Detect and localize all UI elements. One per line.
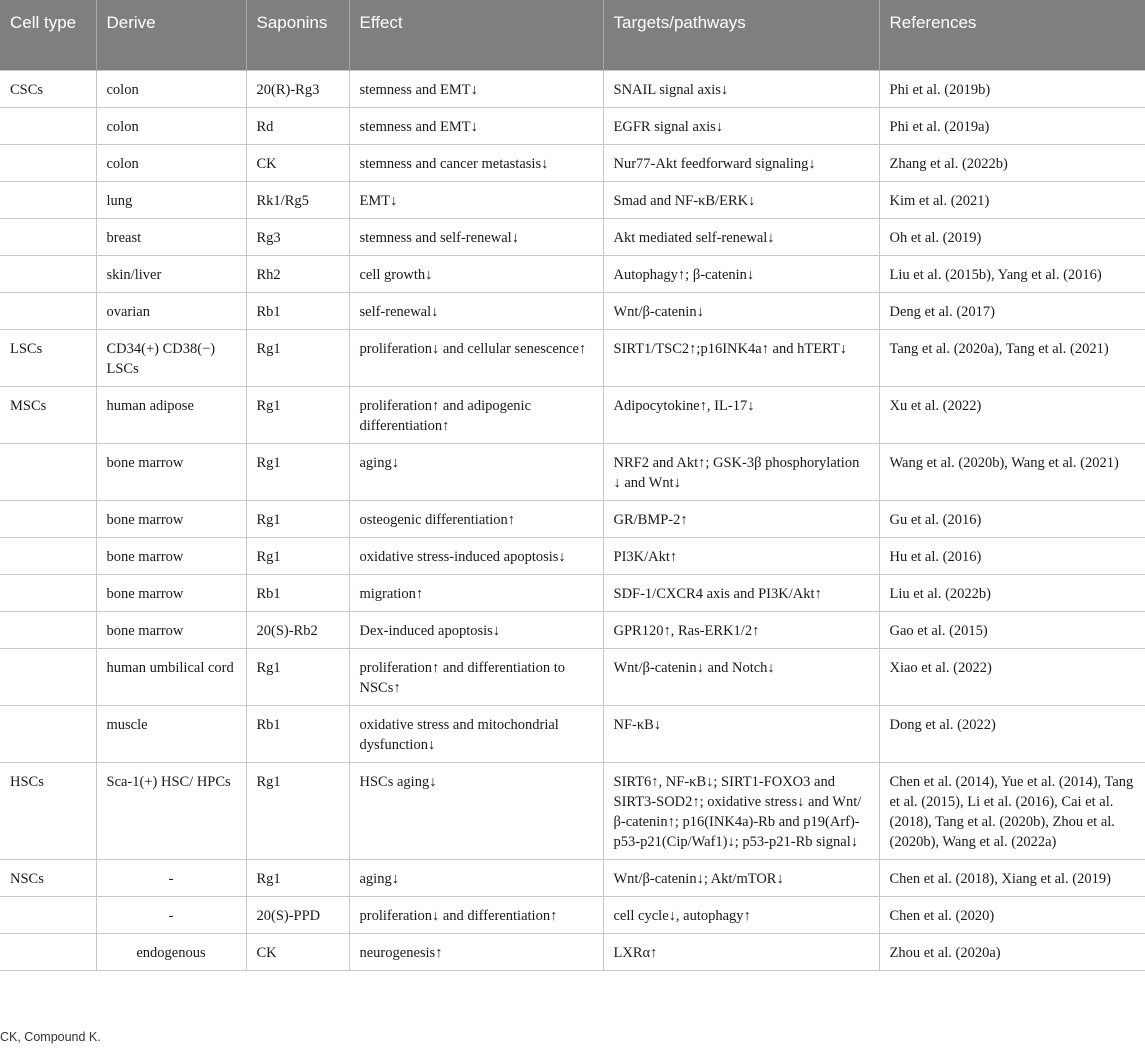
targets-cell: Smad and NF-κB/ERK↓ <box>603 182 879 219</box>
table-row <box>0 387 1145 444</box>
derive-cell: human umbilical cord <box>96 649 246 706</box>
cell-type-cell <box>0 145 96 182</box>
saponins-cell: Rg3 <box>246 219 349 256</box>
saponins-cell: 20(S)-Rb2 <box>246 612 349 649</box>
effect-cell: oxidative stress and mitochondrial dysfunction↓ <box>349 706 603 763</box>
saponins-cell: Rh2 <box>246 256 349 293</box>
cell-type-cell <box>0 219 96 256</box>
table-row <box>0 145 1145 182</box>
saponins-cell: Rg1 <box>246 387 349 444</box>
saponins-cell: Rg1 <box>246 763 349 860</box>
table-row <box>0 860 1145 897</box>
table-row <box>0 649 1145 706</box>
effect-cell: HSCs aging↓ <box>349 763 603 860</box>
references-cell: Chen et al. (2014), Yue et al. (2014), Tang et al. (2015), Li et al. (2016), Cai et al. (2018), Tang et al. (2020b), Zhou et al. (2020b), Wang et al. (2022a) <box>879 763 1145 860</box>
effect-cell: stemness and cancer metastasis↓ <box>349 145 603 182</box>
header-cell-type: Cell type <box>0 0 96 71</box>
effect-cell: stemness and EMT↓ <box>349 71 603 108</box>
saponins-cell: CK <box>246 145 349 182</box>
table-row <box>0 501 1145 538</box>
derive-cell: bone marrow <box>96 444 246 501</box>
saponins-cell: 20(S)-PPD <box>246 897 349 934</box>
cell-type-cell <box>0 501 96 538</box>
saponins-cell: Rg1 <box>246 330 349 387</box>
derive-cell: colon <box>96 145 246 182</box>
derive-cell: colon <box>96 108 246 145</box>
targets-cell: NRF2 and Akt↑; GSK-3β phosphorylation ↓ and Wnt↓ <box>603 444 879 501</box>
table-row <box>0 219 1145 256</box>
targets-cell: Nur77-Akt feedforward signaling↓ <box>603 145 879 182</box>
cell-type-cell <box>0 649 96 706</box>
derive-cell: human adipose <box>96 387 246 444</box>
cell-type-cell <box>0 256 96 293</box>
targets-cell: EGFR signal axis↓ <box>603 108 879 145</box>
table-row <box>0 575 1145 612</box>
derive-cell: bone marrow <box>96 575 246 612</box>
references-cell: Wang et al. (2020b), Wang et al. (2021) <box>879 444 1145 501</box>
header-row <box>0 0 1145 71</box>
cell-type-cell <box>0 444 96 501</box>
saponins-cell: 20(R)-Rg3 <box>246 71 349 108</box>
table-row <box>0 293 1145 330</box>
targets-cell: Wnt/β-catenin↓ and Notch↓ <box>603 649 879 706</box>
table-row <box>0 897 1145 934</box>
derive-cell: colon <box>96 71 246 108</box>
effect-cell: neurogenesis↑ <box>349 934 603 971</box>
header-targets: Targets/pathways <box>603 0 879 71</box>
targets-cell: SNAIL signal axis↓ <box>603 71 879 108</box>
references-cell: Deng et al. (2017) <box>879 293 1145 330</box>
saponins-cell: Rg1 <box>246 444 349 501</box>
references-cell: Tang et al. (2020a), Tang et al. (2021) <box>879 330 1145 387</box>
references-cell: Dong et al. (2022) <box>879 706 1145 763</box>
references-cell: Chen et al. (2020) <box>879 897 1145 934</box>
effect-cell: stemness and self-renewal↓ <box>349 219 603 256</box>
derive-cell: breast <box>96 219 246 256</box>
references-cell: Liu et al. (2022b) <box>879 575 1145 612</box>
derive-cell: endogenous <box>96 934 246 971</box>
cell-type-cell: MSCs <box>0 387 96 444</box>
derive-cell: - <box>96 897 246 934</box>
targets-cell: NF-κB↓ <box>603 706 879 763</box>
derive-cell: ovarian <box>96 293 246 330</box>
effect-cell: self-renewal↓ <box>349 293 603 330</box>
targets-cell: LXRα↑ <box>603 934 879 971</box>
effect-cell: aging↓ <box>349 444 603 501</box>
derive-cell: - <box>96 860 246 897</box>
header-saponins: Saponins <box>246 0 349 71</box>
effect-cell: stemness and EMT↓ <box>349 108 603 145</box>
references-cell: Kim et al. (2021) <box>879 182 1145 219</box>
derive-cell: bone marrow <box>96 501 246 538</box>
header-derive: Derive <box>96 0 246 71</box>
effect-cell: Dex-induced apoptosis↓ <box>349 612 603 649</box>
cell-type-cell: CSCs <box>0 71 96 108</box>
table-row <box>0 256 1145 293</box>
cell-type-cell: LSCs <box>0 330 96 387</box>
derive-cell: muscle <box>96 706 246 763</box>
table-row <box>0 444 1145 501</box>
targets-cell: SIRT1/TSC2↑;p16INK4a↑ and hTERT↓ <box>603 330 879 387</box>
derive-cell: bone marrow <box>96 612 246 649</box>
saponins-cell: Rk1/Rg5 <box>246 182 349 219</box>
targets-cell: Akt mediated self-renewal↓ <box>603 219 879 256</box>
cell-type-cell <box>0 897 96 934</box>
cell-type-cell: HSCs <box>0 763 96 860</box>
table-row <box>0 108 1145 145</box>
derive-cell: bone marrow <box>96 538 246 575</box>
saponins-cell: Rd <box>246 108 349 145</box>
footnote: CK, Compound K. <box>0 1030 101 1044</box>
saponins-cell: Rg1 <box>246 860 349 897</box>
cell-type-cell: NSCs <box>0 860 96 897</box>
effect-cell: EMT↓ <box>349 182 603 219</box>
references-cell: Chen et al. (2018), Xiang et al. (2019) <box>879 860 1145 897</box>
references-cell: Hu et al. (2016) <box>879 538 1145 575</box>
table-row <box>0 330 1145 387</box>
effect-cell: aging↓ <box>349 860 603 897</box>
table-row <box>0 934 1145 971</box>
references-cell: Xiao et al. (2022) <box>879 649 1145 706</box>
saponins-cell: Rg1 <box>246 649 349 706</box>
references-cell: Phi et al. (2019b) <box>879 71 1145 108</box>
references-cell: Xu et al. (2022) <box>879 387 1145 444</box>
targets-cell: SIRT6↑, NF-κB↓; SIRT1-FOXO3 and SIRT3-SOD2↑; oxidative stress↓ and Wnt/β-catenin↑; p16(INK4a)-Rb and p19(Arf)-p53-p21(Cip/Waf1)↓; p53-p21-Rb signal↓ <box>603 763 879 860</box>
cell-type-cell <box>0 706 96 763</box>
cell-type-cell <box>0 612 96 649</box>
effect-cell: oxidative stress-induced apoptosis↓ <box>349 538 603 575</box>
references-cell: Oh et al. (2019) <box>879 219 1145 256</box>
saponins-cell: Rb1 <box>246 706 349 763</box>
saponins-cell: Rb1 <box>246 293 349 330</box>
table-row <box>0 182 1145 219</box>
effect-cell: cell growth↓ <box>349 256 603 293</box>
derive-cell: CD34(+) CD38(−) LSCs <box>96 330 246 387</box>
cell-type-cell <box>0 293 96 330</box>
effect-cell: proliferation↓ and differentiation↑ <box>349 897 603 934</box>
targets-cell: Autophagy↑; β-catenin↓ <box>603 256 879 293</box>
references-cell: Gao et al. (2015) <box>879 612 1145 649</box>
cell-type-cell <box>0 108 96 145</box>
cell-type-cell <box>0 182 96 219</box>
cell-type-cell <box>0 538 96 575</box>
references-cell: Liu et al. (2015b), Yang et al. (2016) <box>879 256 1145 293</box>
saponins-cell: Rb1 <box>246 575 349 612</box>
table-row <box>0 763 1145 860</box>
derive-cell: skin/liver <box>96 256 246 293</box>
effect-cell: migration↑ <box>349 575 603 612</box>
cell-type-cell <box>0 575 96 612</box>
effect-cell: osteogenic differentiation↑ <box>349 501 603 538</box>
saponins-cell: CK <box>246 934 349 971</box>
derive-cell: lung <box>96 182 246 219</box>
table-row <box>0 612 1145 649</box>
targets-cell: Adipocytokine↑, IL-17↓ <box>603 387 879 444</box>
saponins-cell: Rg1 <box>246 538 349 575</box>
targets-cell: PI3K/Akt↑ <box>603 538 879 575</box>
cell-type-cell <box>0 934 96 971</box>
targets-cell: GPR120↑, Ras-ERK1/2↑ <box>603 612 879 649</box>
header-effect: Effect <box>349 0 603 71</box>
table-body <box>0 71 1145 971</box>
table-row <box>0 538 1145 575</box>
effect-cell: proliferation↓ and cellular senescence↑ <box>349 330 603 387</box>
effect-cell: proliferation↑ and adipogenic differentiation↑ <box>349 387 603 444</box>
targets-cell: Wnt/β-catenin↓; Akt/mTOR↓ <box>603 860 879 897</box>
targets-cell: Wnt/β-catenin↓ <box>603 293 879 330</box>
effect-cell: proliferation↑ and differentiation to NSCs↑ <box>349 649 603 706</box>
targets-cell: SDF-1/CXCR4 axis and PI3K/Akt↑ <box>603 575 879 612</box>
references-cell: Gu et al. (2016) <box>879 501 1145 538</box>
references-cell: Zhang et al. (2022b) <box>879 145 1145 182</box>
references-cell: Zhou et al. (2020a) <box>879 934 1145 971</box>
header-references: References <box>879 0 1145 71</box>
references-cell: Phi et al. (2019a) <box>879 108 1145 145</box>
table-row <box>0 706 1145 763</box>
table-row <box>0 71 1145 108</box>
targets-cell: cell cycle↓, autophagy↑ <box>603 897 879 934</box>
derive-cell: Sca-1(+) HSC/ HPCs <box>96 763 246 860</box>
saponins-cell: Rg1 <box>246 501 349 538</box>
targets-cell: GR/BMP-2↑ <box>603 501 879 538</box>
